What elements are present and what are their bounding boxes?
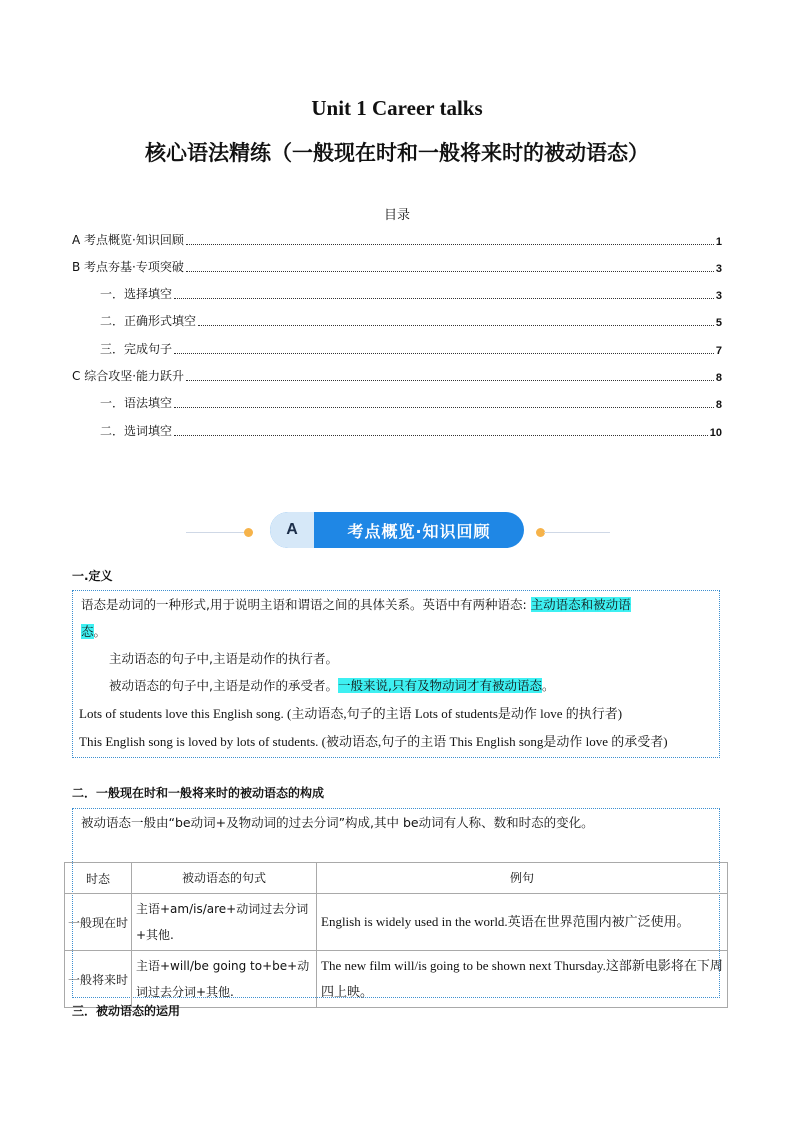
definition-line [109, 676, 554, 694]
example-sentence: This English song is loved by lots of students. (被动语态,句子的主语 This English song是动作 love 的承受者) [79, 734, 668, 749]
formation-intro: 被动语态一般由“be动词+及物动词的过去分词”构成,其中 be动词有人称、数和时态的变化。 [81, 815, 594, 830]
table-header: 例句 [317, 863, 728, 894]
toc-page-number: 3 [715, 290, 722, 302]
definition-line [81, 622, 106, 640]
highlight-text: 主动语态和被动语 [530, 597, 631, 612]
table-row [65, 951, 728, 1008]
unit-title: Unit 1 Career talks [311, 96, 483, 120]
toc-item[interactable] [100, 313, 722, 329]
toc-leader [174, 353, 714, 354]
toc-item[interactable] [72, 259, 722, 275]
definition-text: 。 [541, 678, 555, 693]
toc-leader [198, 325, 714, 326]
toc-leader [186, 380, 714, 381]
definition-line: 主动语态的句子中,主语是动作的执行者。 [109, 651, 338, 666]
toc-item-label: C 综合攻坚·能力跃升 [72, 369, 185, 383]
toc-leader [174, 407, 714, 408]
table-cell-example: English is widely used in the world.英语在世界范围内被广泛使用。 [317, 894, 728, 951]
toc-item-label: 一．选择填空 [100, 287, 173, 301]
banner-letter: A [270, 512, 314, 548]
toc-item[interactable] [72, 368, 722, 384]
toc-page-number: 5 [715, 317, 722, 329]
toc-item[interactable] [72, 232, 722, 248]
toc-heading: 目录 [383, 208, 410, 223]
definition-box [72, 590, 720, 758]
toc-page-number: 7 [715, 345, 722, 357]
example-sentence: Lots of students love this English song. (主动语态,句子的主语 Lots of students是动作 love 的执行者) [79, 706, 623, 721]
toc-page-number: 8 [715, 372, 722, 384]
section-heading-usage: 三．被动语态的运用 [72, 1004, 181, 1018]
definition-line [81, 595, 631, 613]
toc-leader [186, 244, 714, 245]
table-cell-pattern: 主语+will/be going to+be+动词过去分词+其他. [132, 951, 317, 1008]
table-cell-pattern: 主语+am/is/are+动词过去分词+其他. [132, 894, 317, 951]
toc-item-label: 一．语法填空 [100, 396, 173, 410]
table-header: 时态 [65, 863, 132, 894]
definition-text: 语态是动词的一种形式,用于说明主语和谓语之间的具体关系。英语中有两种语态: [81, 597, 531, 612]
toc-item-label: B 考点夯基·专项突破 [72, 260, 184, 274]
toc-item[interactable] [100, 423, 722, 439]
toc-leader [174, 298, 714, 299]
toc-item[interactable] [100, 395, 722, 411]
toc-page-number: 1 [715, 236, 722, 248]
toc-page-number: 3 [715, 263, 722, 275]
definition-text: 被动语态的句子中,主语是动作的承受者。 [109, 678, 338, 693]
table-header: 被动语态的句式 [132, 863, 317, 894]
toc-page-number: 10 [709, 427, 722, 439]
section-heading-definition: 一.定义 [72, 569, 113, 583]
definition-text: 。 [93, 624, 107, 639]
page-subtitle: 核心语法精练（一般现在时和一般将来时的被动语态） [145, 141, 649, 165]
section-heading-formation: 二．一般现在时和一般将来时的被动语态的构成 [72, 786, 325, 800]
table-cell-tense: 一般将来时 [65, 951, 132, 1008]
toc-leader [174, 435, 708, 436]
highlight-text: 态 [81, 624, 94, 639]
toc-item[interactable] [100, 286, 722, 302]
toc-item-label: 二．选词填空 [100, 424, 173, 438]
toc-item-label: A 考点概览·知识回顾 [72, 233, 184, 247]
grammar-table [64, 862, 728, 1008]
toc-item-label: 二．正确形式填空 [100, 314, 197, 328]
banner-line-right [544, 532, 610, 533]
toc-item[interactable] [100, 341, 722, 357]
toc-page-number: 8 [715, 399, 722, 411]
section-banner [270, 512, 524, 548]
table-cell-tense: 一般现在时 [65, 894, 132, 951]
toc-item-label: 三．完成句子 [100, 342, 173, 356]
banner-line-left [186, 532, 252, 533]
highlight-text: 一般来说,只有及物动词才有被动语态 [337, 678, 542, 693]
table-cell-example: The new film will/is going to be shown next Thursday.这部新电影将在下周四上映。 [317, 951, 728, 1008]
table-header-row [65, 863, 728, 894]
banner-title: 考点概览·知识回顾 [347, 521, 491, 541]
toc-leader [186, 271, 714, 272]
table-row [65, 894, 728, 951]
banner-dot-left [244, 528, 253, 537]
